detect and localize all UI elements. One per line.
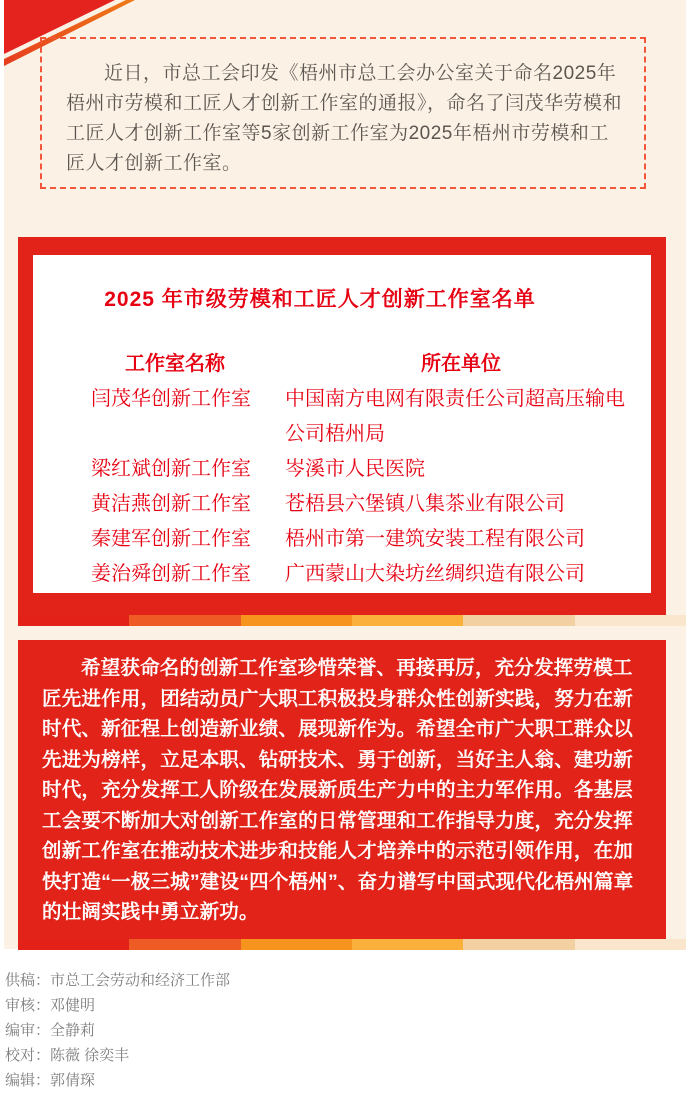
workshop-unit: 梧州市第一建筑安装工程有限公司	[285, 528, 585, 550]
message-red-panel	[18, 640, 666, 939]
table-row	[91, 452, 637, 487]
gradient-stripe	[18, 939, 686, 950]
credit-line-contributor: 供稿：市总工会劳动和经济工作部	[5, 972, 231, 989]
column-header-unit: 所在单位	[421, 353, 501, 375]
workshop-name: 黄洁燕创新工作室	[91, 493, 251, 515]
table-row	[91, 522, 637, 557]
workshop-unit: 岑溪市人民医院	[285, 458, 425, 480]
table-row	[91, 557, 637, 592]
intro-callout-box	[40, 37, 646, 189]
roster-red-panel	[18, 237, 666, 615]
roster-white-card	[33, 255, 651, 593]
credits-block	[5, 968, 505, 1093]
workshop-unit: 中国南方电网有限责任公司超高压输电公司梧州局	[285, 388, 625, 445]
gradient-stripe	[18, 615, 686, 626]
workshop-name: 姜治舜创新工作室	[91, 563, 251, 585]
column-header-workshop-name: 工作室名称	[125, 353, 225, 375]
workshop-unit: 广西蒙山大染坊丝绸织造有限公司	[285, 563, 585, 585]
message-paragraph: 希望获命名的创新工作室珍惜荣誉、再接再厉，充分发挥劳模工匠先进作用，团结动员广大职工积极投身群众性创新实践，努力在新时代、新征程上创造新业绩、展现新作为。希望全市广大职工群众以先进为榜样，立足本职、钻研技术、勇于创新，当好主人翁、建功新时代，充分发挥工人阶级在发展新质生产力中的主力军作用。各基层工会要不断加大对创新工作室的日常管理和工作指导力度，充分发挥创新工作室在推动技术进步和技能人才培养中的示范引领作用，在加快打造“一极三城”建设“四个梧州”、奋力谱写中国式现代化梧州篇章的壮阔实践中勇立新功。	[42, 657, 634, 923]
credit-line-proofreaders: 校对：陈薇 徐奕丰	[5, 1047, 130, 1064]
roster-table	[33, 347, 651, 592]
roster-title: 2025 年市级劳模和工匠人才创新工作室名单	[104, 288, 536, 311]
credit-line-reviewer: 审核：邓健明	[5, 997, 96, 1014]
roster-header-row	[91, 347, 637, 382]
workshop-unit: 苍梧县六堡镇八集茶业有限公司	[285, 493, 565, 515]
workshop-name: 梁红斌创新工作室	[91, 458, 251, 480]
workshop-name: 闫茂华创新工作室	[91, 388, 251, 410]
intro-paragraph: 近日，市总工会印发《梧州市总工会办公室关于命名2025年梧州市劳模和工匠人才创新工作室的通报》，命名了闫茂华劳模和工匠人才创新工作室等5家创新工作室为2025年梧州市劳模和工匠人才创新工作室。	[66, 63, 623, 174]
workshop-name: 秦建军创新工作室	[91, 528, 251, 550]
credit-line-editor-review: 编审：全静莉	[5, 1022, 96, 1039]
credit-line-editor: 编辑：郭倩琛	[5, 1072, 96, 1089]
table-row	[91, 382, 637, 452]
table-row	[91, 487, 637, 522]
